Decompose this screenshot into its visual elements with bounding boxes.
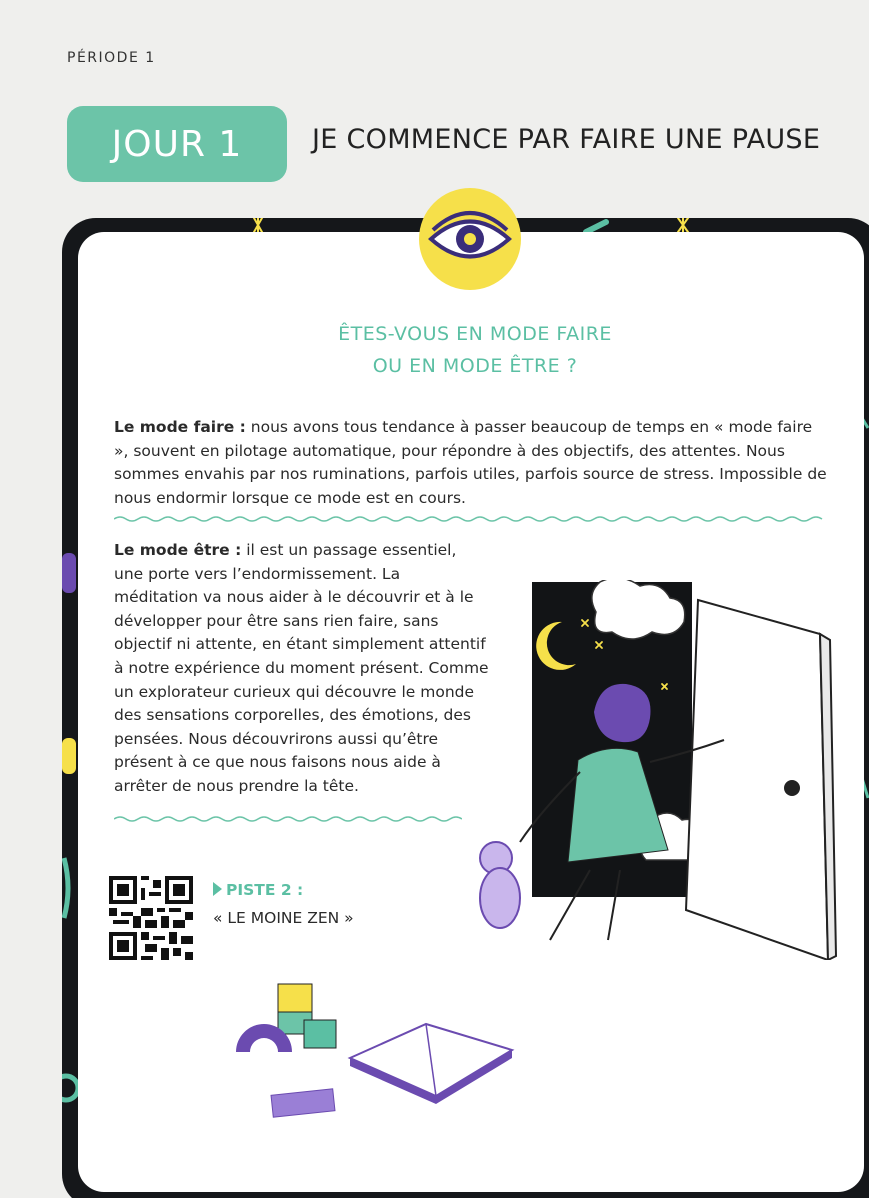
day-label: JOUR 1 xyxy=(111,123,243,165)
wavy-divider xyxy=(114,514,826,524)
wavy-divider xyxy=(114,814,462,824)
mode-faire-paragraph xyxy=(114,416,830,510)
track-label-row xyxy=(213,876,354,904)
toys-illustration xyxy=(230,980,530,1130)
mode-faire-term: Le mode faire : xyxy=(114,418,246,436)
day-badge xyxy=(67,106,287,182)
mode-etre-paragraph xyxy=(114,539,489,799)
period-label: PÉRIODE 1 xyxy=(67,50,156,66)
section-title-line2: OU EN MODE ÊTRE ? xyxy=(372,355,578,377)
section-title xyxy=(225,318,725,382)
door-illustration xyxy=(450,580,840,960)
eye-icon xyxy=(417,186,523,292)
mode-faire-text: nous avons tous tendance à passer beaucoup de temps en « mode faire », souvent en pilotage automatique, pour répondre à des objectifs, des attentes. Nous sommes envahis par nos ruminations, parfois utiles, parfois source de stress. Impossible de nous endormir lorsque ce mode est en cours. xyxy=(114,418,827,507)
section-title-line1: ÊTES-VOUS EN MODE FAIRE xyxy=(338,323,612,345)
mode-etre-text: il est un passage essentiel, une porte vers l’endormissement. La méditation va nous aider à le découvrir et à le développer pour être sans rien faire, sans objectif ni attente, en étant simplement attentif à notre expérience du moment présent. Comme un explorateur curieux qui découvre le monde des sensations corporelles, des émotions, des pensées. Nous découvrirons aussi qu’être présent à ce que nous faisons nous aide à arrêter de nous prendre la tête. xyxy=(114,541,489,795)
track-number: PISTE 2 : xyxy=(226,881,304,899)
mode-etre-term: Le mode être : xyxy=(114,541,242,559)
play-triangle-icon xyxy=(213,882,222,896)
page-title: JE COMMENCE PAR FAIRE UNE PAUSE xyxy=(312,124,821,155)
qr-code-icon[interactable] xyxy=(109,876,193,960)
track-name: « LE MOINE ZEN » xyxy=(213,909,354,927)
audio-track-link[interactable] xyxy=(213,876,354,932)
